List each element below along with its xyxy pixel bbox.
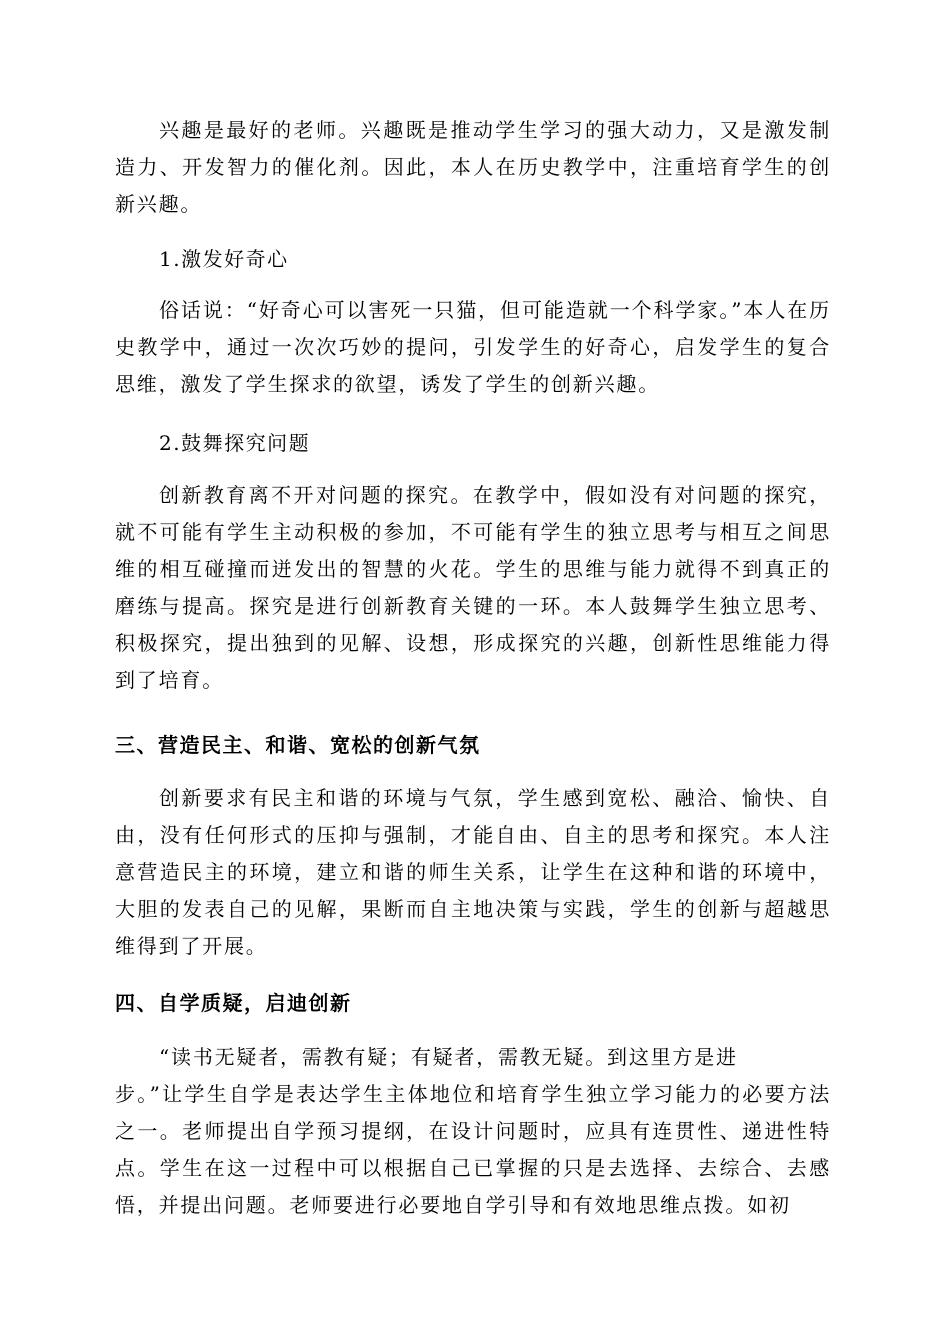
- section-three-paragraph: 创新要求有民主和谐的环境与气氛，学生感到宽松、融洽、愉快、自由，没有任何形式的压抑与强制，才能自由、自主的思考和探究。本人注意营造民主的环境，建立和谐的师生关系，让学生在这种和谐的环境中，大胆的发表自己的见解，果断而自主地决策与实践，学生的创新与超越思维得到了开展。: [115, 786, 831, 958]
- section-four-paragraph: 步。”让学生自学是表达学生主体地位和培育学生独立学习能力的必要方法之一。老师提出自学预习提纲，在设计问题时，应具有连贯性、递进性特点。学生在这一过程中可以根据自己已掌握的只是去选择、去综合、去感悟，并提出问题。老师要进行必要地自学引导和有效地思维点拨。如初: [115, 1082, 831, 1217]
- curiosity-paragraph: 俗话说：“好奇心可以害死一只猫，但可能造就一个科学家。”本人在历史教学中，通过一次次巧妙的提问，引发学生的好奇心，启发学生的复合思维，激发了学生探求的欲望，诱发了学生的创新兴趣。: [115, 298, 831, 396]
- section-four-quote-line: “读书无疑者，需教有疑；有疑者，需教无疑。到这里方是进: [159, 1045, 738, 1069]
- subheading-curiosity: 1.激发好奇心: [159, 247, 289, 271]
- inquiry-paragraph: 创新教育离不开对问题的探究。在教学中，假如没有对问题的探究，就不可能有学生主动积极的参加，不可能有学生的独立思考与相互之间思维的相互碰撞而迸发出的智慧的火花。学生的思维与能力就得不到真正的磨练与提高。探究是进行创新教育关键的一环。本人鼓舞学生独立思考、积极探究，提出独到的见解、设想，形成探究的兴趣，创新性思维能力得到了培育。: [115, 483, 831, 692]
- intro-paragraph: 兴趣是最好的老师。兴趣既是推动学生学习的强大动力，又是激发制造力、开发智力的催化剂。因此，本人在历史教学中，注重培育学生的创新兴趣。: [115, 118, 831, 216]
- section-three-heading: 三、营造民主、和谐、宽松的创新气氛: [115, 733, 481, 757]
- section-four-heading: 四、自学质疑，启迪创新: [115, 991, 352, 1015]
- subheading-inquiry: 2.鼓舞探究问题: [159, 431, 311, 455]
